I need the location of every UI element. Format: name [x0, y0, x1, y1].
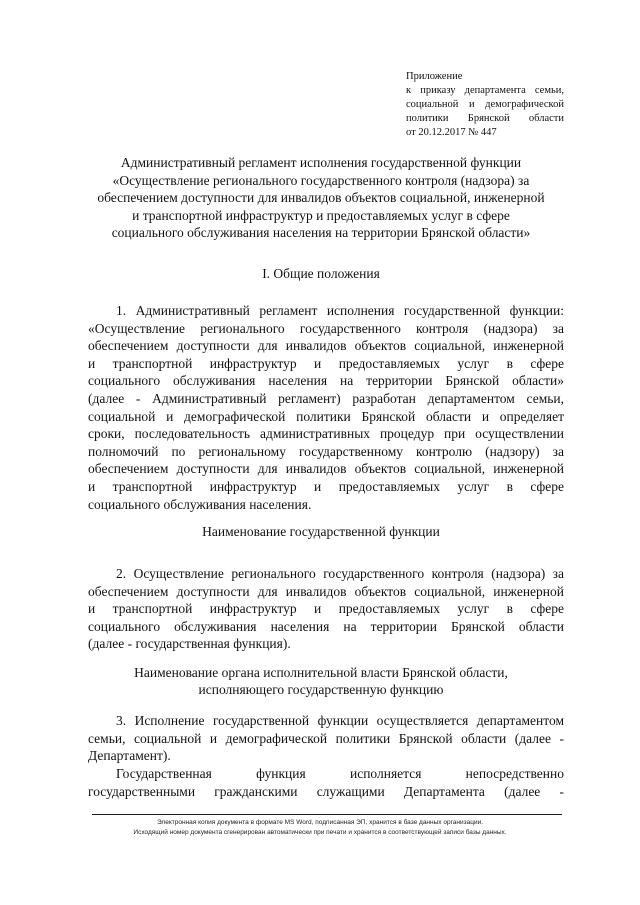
paragraph-line: государственными гражданскими служащими Департамента (далее - [88, 783, 564, 799]
paragraph-line: Государственная функция исполняется непосредственно [116, 766, 564, 781]
paragraph-line: 1. Административный регламент исполнения государственной функции: [116, 303, 564, 318]
paragraph-1 [88, 302, 564, 513]
appendix-line: к приказу департамента семьи, [406, 85, 564, 96]
paragraph-4 [88, 765, 564, 800]
appendix-line: от 20.12.2017 № 447 [406, 127, 497, 138]
appendix-line: политики Брянской области [406, 113, 564, 124]
title-line: обеспечением доступности для инвалидов объектов социальной, инженерной [97, 190, 545, 205]
heading-text: Наименование государственной функции [202, 524, 440, 539]
paragraph-line: (далее - Административный регламент) разработан департаментом семьи, [88, 390, 564, 406]
paragraph-line: социального обслуживания населения на территории Брянской области» [88, 373, 564, 389]
appendix-stamp [406, 70, 564, 140]
paragraph-line: обеспечением доступности для инвалидов объектов социальной, инженерной [88, 461, 564, 477]
paragraph-line: социального обслуживания населения на территории Брянской области [88, 618, 564, 634]
section-heading-general [80, 265, 562, 282]
appendix-line: Приложение [406, 71, 463, 82]
paragraph-2 [88, 565, 564, 653]
paragraph-line: и транспортной инфраструктур и предоставляемых услуг в сфере [88, 478, 564, 494]
paragraph-line: и транспортной инфраструктур и предоставляемых услуг в сфере [88, 601, 564, 617]
title-line: и транспортной инфраструктур и предоставляемых услуг в сфере [132, 207, 510, 223]
paragraph-line: социального обслуживания населения. [88, 496, 312, 512]
heading-text: исполняющего государственную функцию [198, 682, 444, 697]
footer-divider [92, 814, 562, 815]
paragraph-line: «Осуществление регионального государственного контроля (надзора) за [88, 320, 564, 336]
paragraph-line: обеспечением доступности для инвалидов объектов социальной, инженерной [88, 338, 564, 354]
document-title [80, 154, 562, 242]
heading-text: Наименование органа исполнительной власти Брянской области, [134, 665, 508, 680]
section-heading-function-name [80, 523, 562, 540]
paragraph-line: сроки, последовательность административных процедур при осуществлении [88, 426, 564, 442]
heading-text: I. Общие положения [262, 266, 380, 281]
paragraph-line: 3. Исполнение государственной функции осуществляется департаментом [116, 713, 564, 728]
paragraph-line: 2. Осуществление регионального государственного контроля (надзора) за [116, 566, 564, 581]
paragraph-line: (далее - государственная функция). [88, 636, 291, 652]
paragraph-line: обеспечением доступности для инвалидов объектов социальной, инженерной [88, 583, 564, 599]
paragraph-line: семьи, социальной и демографической политики Брянской области (далее - [88, 730, 564, 746]
footer-note [80, 818, 560, 838]
paragraph-line: полномочий по региональному государственному контролю (надзору) за [88, 443, 564, 459]
title-line: Административный регламент исполнения государственной функции [120, 155, 522, 170]
paragraph-line: и транспортной инфраструктур и предоставляемых услуг в сфере [88, 355, 564, 371]
title-line: «Осуществление регионального государственного контроля (надзора) за [112, 172, 530, 188]
title-line: социального обслуживания населения на территории Брянской области» [111, 225, 531, 240]
paragraph-line: социальной и демографической политики Брянской области и определяет [88, 408, 564, 424]
section-heading-authority [80, 664, 562, 698]
footer-line: Исходящий номер документа сгенерирован автоматически при печати и хранится в соответствующей записи базы данных. [133, 829, 507, 836]
footer-line: Электронная копия документа в формате MS Word, подписанная ЭП, хранится в базе данных организации. [156, 819, 484, 826]
paragraph-3 [88, 712, 564, 765]
appendix-line: социальной и демографической [406, 99, 564, 110]
paragraph-line: Департамент). [88, 748, 171, 764]
